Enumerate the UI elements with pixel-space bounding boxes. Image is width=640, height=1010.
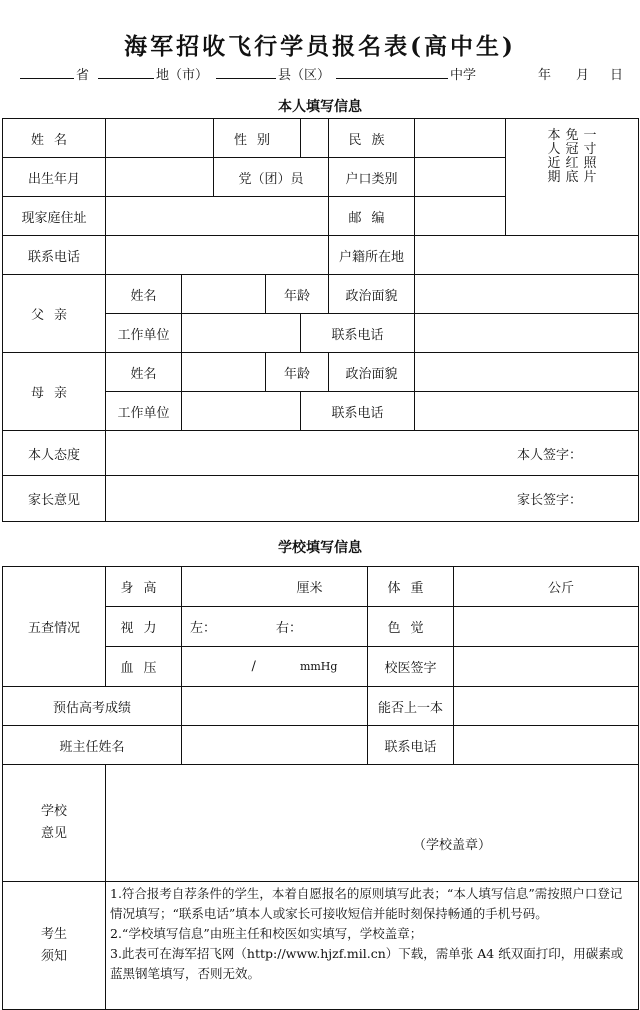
ethnicity-label: 民族 (329, 119, 415, 158)
bp-unit: mmHg (299, 660, 338, 673)
city-label: 地（市） (156, 68, 209, 83)
postcode-label: 邮编 (329, 197, 415, 236)
vision-left-label: 左： (190, 621, 217, 636)
mother-work-input[interactable] (182, 392, 301, 431)
school-opinion-input[interactable] (106, 765, 639, 882)
province-blank[interactable] (20, 64, 74, 79)
province-label: 省 (76, 68, 90, 83)
attitude-input[interactable] (106, 431, 639, 476)
name-input[interactable] (106, 119, 214, 158)
school-opinion-label: 学校意见 (3, 765, 106, 882)
ethnicity-input[interactable] (415, 119, 506, 158)
parent-sign-label: 家长签字： (517, 493, 583, 508)
father-political-label: 政治面貌 (329, 275, 415, 314)
form-title: 海军招收飞行学员报名表(高中生) (124, 33, 516, 60)
mother-work-label: 工作单位 (106, 392, 182, 431)
year-label: 年 (538, 68, 552, 83)
weight-input[interactable] (454, 567, 639, 607)
height-input[interactable] (182, 567, 368, 607)
name-label: 姓名 (3, 119, 106, 158)
hukou-type-input[interactable] (415, 158, 506, 197)
height-label: 身高 (106, 567, 182, 607)
color-label: 色觉 (368, 607, 454, 647)
month-label: 月 (576, 68, 590, 83)
doctor-sign-input[interactable] (454, 647, 639, 687)
school-label: 中学 (450, 68, 477, 83)
attitude-label: 本人态度 (3, 431, 106, 476)
bp-separator: / (251, 659, 256, 674)
father-name-label: 姓名 (106, 275, 182, 314)
city-blank[interactable] (98, 64, 154, 79)
mother-political-label: 政治面貌 (329, 353, 415, 392)
photo-note-3: 本 人 近 期 (547, 128, 561, 185)
gender-label: 性别 (214, 119, 301, 158)
father-age-label: 年龄 (266, 275, 329, 314)
address-input[interactable] (106, 197, 329, 236)
parent-opinion-input[interactable] (106, 476, 639, 522)
bp-input[interactable] (182, 647, 368, 687)
phone-label: 联系电话 (3, 236, 106, 275)
school-section-heading: 学校填写信息 (278, 540, 362, 556)
day-label: 日 (610, 68, 624, 83)
five-checks-label: 五查情况 (3, 567, 106, 687)
self-section-heading: 本人填写信息 (278, 99, 362, 115)
school-seal-label: （学校盖章） (412, 838, 491, 853)
father-phone-input[interactable] (415, 314, 639, 353)
school-info-table (2, 566, 639, 1010)
notice-content (106, 882, 639, 1010)
address-label: 现家庭住址 (3, 197, 106, 236)
height-unit: 厘米 (296, 581, 323, 596)
father-label: 父亲 (3, 275, 106, 353)
teacher-label: 班主任姓名 (3, 726, 182, 765)
birth-input[interactable] (106, 158, 214, 197)
first-tier-label: 能否上一本 (368, 687, 454, 726)
notice-label: 考生须知 (3, 882, 106, 1010)
county-label: 县（区） (278, 68, 331, 83)
location-line (20, 64, 640, 82)
vision-label: 视力 (106, 607, 182, 647)
mother-phone-input[interactable] (415, 392, 639, 431)
mother-label: 母亲 (3, 353, 106, 431)
hukou-place-input[interactable] (415, 236, 639, 275)
notice-item-2: 2.“学校填写信息”由班主任和校医如实填写，学校盖章； (110, 926, 423, 941)
bp-label: 血压 (106, 647, 182, 687)
hukou-type-label: 户口类别 (329, 158, 415, 197)
birth-label: 出生年月 (3, 158, 106, 197)
photo-note-2: 免 冠 红 底 (565, 128, 579, 185)
photo-box[interactable] (506, 119, 639, 236)
gaokao-label: 预估高考成绩 (3, 687, 182, 726)
gaokao-input[interactable] (182, 687, 368, 726)
parent-opinion-label: 家长意见 (3, 476, 106, 522)
hukou-place-label: 户籍所在地 (329, 236, 415, 275)
self-info-table (2, 118, 639, 522)
weight-unit: 公斤 (547, 581, 574, 596)
party-label: 党（团）员 (214, 158, 329, 197)
mother-name-input[interactable] (182, 353, 266, 392)
vision-right-label: 右： (276, 621, 303, 636)
self-sign-label: 本人签字： (517, 447, 583, 463)
father-phone-label: 联系电话 (301, 314, 415, 353)
first-tier-input[interactable] (454, 687, 639, 726)
phone-input[interactable] (106, 236, 329, 275)
mother-political-input[interactable] (415, 353, 639, 392)
doctor-sign-label: 校医签字 (368, 647, 454, 687)
school-blank[interactable] (336, 64, 448, 79)
father-name-input[interactable] (182, 275, 266, 314)
postcode-input[interactable] (415, 197, 506, 236)
vision-input[interactable] (182, 607, 368, 647)
father-political-input[interactable] (415, 275, 639, 314)
father-work-input[interactable] (182, 314, 301, 353)
mother-phone-label: 联系电话 (301, 392, 415, 431)
teacher-phone-label: 联系电话 (368, 726, 454, 765)
notice-item-3: 3.此表可在海军招飞网（http://www.hjzf.mil.cn）下载，需单张 A4 纸双面打印，用碳素或蓝黑钢笔填写，否则无效。 (110, 946, 624, 981)
teacher-input[interactable] (182, 726, 368, 765)
notice-item-1: 1.符合报考自荐条件的学生，本着自愿报名的原则填写此表；“本人填写信息”需按照户口登记情况填写；“联系电话”填本人或家长可接收短信并能时刻保持畅通的手机号码。 (110, 886, 623, 921)
gender-input[interactable] (301, 119, 329, 158)
teacher-phone-input[interactable] (454, 726, 639, 765)
photo-note-1: 一 寸 照 片 (583, 128, 597, 185)
father-work-label: 工作单位 (106, 314, 182, 353)
weight-label: 体重 (368, 567, 454, 607)
county-blank[interactable] (216, 64, 276, 79)
color-input[interactable] (454, 607, 639, 647)
mother-name-label: 姓名 (106, 353, 182, 392)
mother-age-label: 年龄 (266, 353, 329, 392)
